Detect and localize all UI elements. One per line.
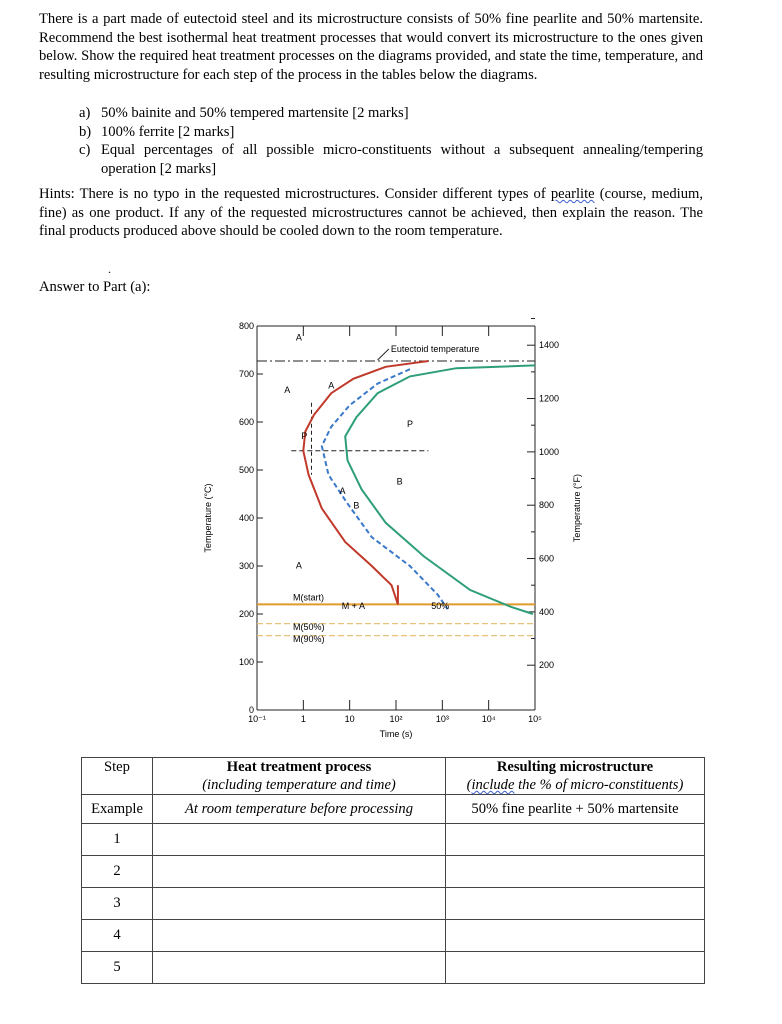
y-tick-label: 500 xyxy=(238,465,254,475)
header-step-text: Step xyxy=(104,759,130,775)
x-tick-label: 10³ xyxy=(435,714,449,724)
region-label: A xyxy=(284,385,291,396)
ttt-diagram xyxy=(198,318,588,748)
x-tick-label: 10⁵ xyxy=(528,714,542,724)
x-tick-label: 1 xyxy=(300,714,306,724)
part-a-text: 50% bainite and 50% tempered martensite [2 marks] xyxy=(101,105,409,121)
part-b-label: b) xyxy=(79,123,92,140)
result-cell[interactable] xyxy=(446,856,705,888)
hints-pearlite-word: pearlite xyxy=(550,186,595,202)
part-c xyxy=(79,141,703,178)
question-parts xyxy=(79,104,703,178)
y-tick-label: 700 xyxy=(238,369,254,379)
question-intro: There is a part made of eutectoid steel and its microstructure consists of 50% fine pearlite and 50% martensite. Recommend the best isothermal heat treatment processes that would convert its microstructure to the ones given below. Show the required heat treatment processes on the diagrams provided, and state the time, temperature, and resulting microstructure for each step of the process in the tables below the diagrams. xyxy=(39,11,703,83)
region-label: 50% xyxy=(431,601,450,612)
region-label: B xyxy=(353,500,360,511)
process-cell[interactable] xyxy=(153,888,446,920)
eutectoid-label: Eutectoid temperature xyxy=(390,344,480,355)
part-b-text: 100% ferrite [2 marks] xyxy=(101,123,235,140)
heat-treatment-table xyxy=(81,757,705,984)
y-tick-label: 0 xyxy=(248,705,254,715)
table-row xyxy=(82,824,705,856)
region-label: P xyxy=(406,418,413,429)
part-a xyxy=(79,104,703,123)
part-c-label: c) xyxy=(79,142,91,159)
stray-dot: . xyxy=(108,262,111,276)
header-process-title: Heat treatment process xyxy=(226,759,372,775)
y-tick-label: 300 xyxy=(238,561,254,571)
process-cell[interactable] xyxy=(153,856,446,888)
y-tick-label: 200 xyxy=(238,609,254,619)
series-line xyxy=(303,361,428,604)
right-tick-label: 1000 xyxy=(539,446,560,457)
right-tick-label: 600 xyxy=(539,553,555,564)
region-label: M + A xyxy=(341,601,365,612)
y-tick-label: 100 xyxy=(238,657,254,667)
series-line xyxy=(345,365,535,614)
right-tick-label: 1400 xyxy=(539,340,560,351)
header-result-sub-after: the % of micro-constituents) xyxy=(514,777,684,793)
ttt-plot-layer xyxy=(203,319,582,739)
region-label: A xyxy=(339,486,346,496)
eutectoid-pointer xyxy=(378,349,389,360)
right-tick-label: 200 xyxy=(539,660,555,671)
ms-90-label: M(90%) xyxy=(293,634,325,644)
header-process xyxy=(153,758,446,795)
result-cell[interactable] xyxy=(446,824,705,856)
header-result-title: Resulting microstructure xyxy=(496,759,654,775)
y-tick-label: 400 xyxy=(238,513,254,523)
result-cell[interactable] xyxy=(446,888,705,920)
y-tick-label: 800 xyxy=(238,321,254,331)
y-axis-title: Temperature (°C) xyxy=(203,483,213,553)
table-row xyxy=(82,920,705,952)
result-cell[interactable] xyxy=(446,920,705,952)
answer-label: Answer to Part (a): xyxy=(39,279,151,295)
header-step xyxy=(82,758,153,795)
step-number: 4 xyxy=(82,920,153,952)
hints-after: (course, medium, fine) as one product. If any of the requested microstructures cannot be achieved, then explain the reason. The final products produced above should be cooled down to the room temperature. xyxy=(39,186,704,240)
right-tick-label: 800 xyxy=(539,500,555,511)
x-tick-label: 10 xyxy=(344,714,355,724)
step-number: 2 xyxy=(82,856,153,888)
process-cell[interactable] xyxy=(153,920,446,952)
region-label: A xyxy=(295,332,302,343)
x-tick-label: 10⁻¹ xyxy=(248,714,266,724)
process-cell[interactable] xyxy=(153,952,446,984)
table-row xyxy=(82,888,705,920)
example-result: 50% fine pearlite + 50% martensite xyxy=(446,795,705,824)
step-number: 5 xyxy=(82,952,153,984)
right-tick-label: 1200 xyxy=(539,393,560,404)
step-number: 3 xyxy=(82,888,153,920)
result-cell[interactable] xyxy=(446,952,705,984)
hints-before: Hints: There is no typo in the requested microstructures. Consider different types of xyxy=(39,186,551,202)
header-process-sub: (including temperature and time) xyxy=(202,777,396,793)
region-label: B xyxy=(396,476,403,487)
table-row xyxy=(82,856,705,888)
ms-50-label: M(50%) xyxy=(293,621,325,632)
header-result-sub-word: include xyxy=(471,777,515,793)
header-result xyxy=(446,758,705,795)
example-process: At room temperature before processing xyxy=(153,795,446,824)
part-c-text: Equal percentages of all possible micro-constituents without a subsequent annealing/tempering operation [2 marks] xyxy=(101,142,703,177)
region-label: A xyxy=(328,380,335,391)
process-cell[interactable] xyxy=(153,824,446,856)
header-result-sub xyxy=(446,776,704,794)
header-result-sub-before: ( xyxy=(466,777,472,793)
step-number: 1 xyxy=(82,824,153,856)
table-row xyxy=(82,952,705,984)
region-label: P xyxy=(301,430,308,441)
part-b xyxy=(79,123,703,142)
example-step: Example xyxy=(82,795,153,824)
example-row xyxy=(82,795,705,824)
y-axis-title-right: Temperature (°F) xyxy=(572,473,582,543)
x-axis-title: Time (s) xyxy=(379,729,413,739)
y-tick-label: 600 xyxy=(238,417,254,427)
right-tick-label: 400 xyxy=(539,606,555,617)
hints-paragraph xyxy=(39,185,703,241)
table-header-row xyxy=(82,758,705,795)
x-tick-label: 10² xyxy=(389,714,403,724)
region-label: A xyxy=(295,560,302,571)
part-a-label: a) xyxy=(79,105,91,121)
x-tick-label: 10⁴ xyxy=(481,714,496,724)
ms-start-label: M(start) xyxy=(293,592,325,603)
